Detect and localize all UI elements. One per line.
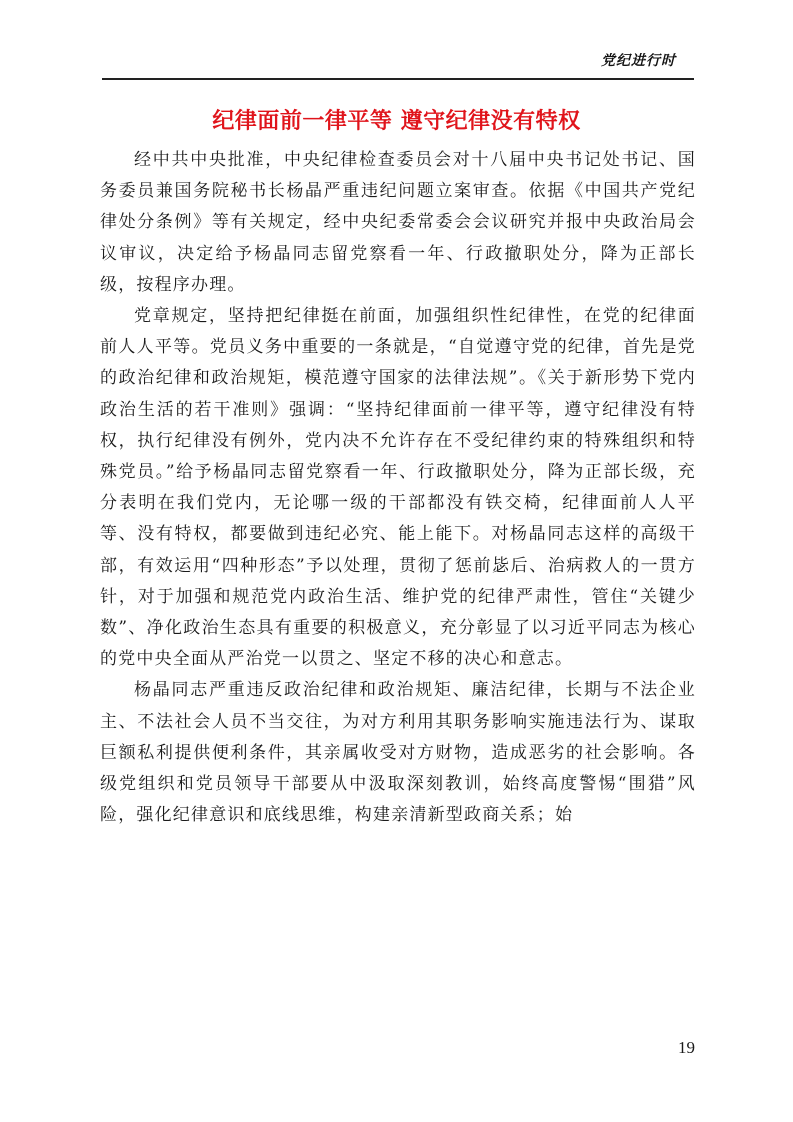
- article-body: [100, 145, 696, 831]
- paragraph: 党章规定，坚持把纪律挺在前面，加强组织性纪律性，在党的纪律面前人人平等。党员义务中重要的一条就是，“自觉遵守党的纪律，首先是党的政治纪律和政治规矩，模范遵守国家的法律法规”。《关于新形势下党内政治生活的若干准则》强调：“坚持纪律面前一律平等，遵守纪律没有特权，执行纪律没有例外，党内决不允许存在不受纪律约束的特殊组织和特殊党员。”给予杨晶同志留党察看一年、行政撤职处分，降为正部长级，充分表明在我们党内，无论哪一级的干部都没有铁交椅，纪律面前人人平等、没有特权，都要做到违纪必究、能上能下。对杨晶同志这样的高级干部，有效运用“四种形态”予以处理，贯彻了惩前毖后、治病救人的一贯方针，对于加强和规范党内政治生活、维护党的纪律严肃性，管住“关键少数”、净化政治生态具有重要的积极意义，充分彰显了以习近平同志为核心的党中央全面从严治党一以贯之、坚定不移的决心和意志。: [100, 306, 696, 670]
- running-header: [102, 38, 694, 80]
- page-number: 19: [678, 1038, 695, 1057]
- article-title: 纪律面前一律平等 遵守纪律没有特权: [212, 109, 581, 134]
- paragraph: 经中共中央批准，中央纪律检查委员会对十八届中央书记处书记、国务委员兼国务院秘书长杨晶严重违纪问题立案审查。依据《中国共产党纪律处分条例》等有关规定，经中央纪委常委会会议研究并报中央政治局会议审议，决定给予杨晶同志留党察看一年、行政撤职处分，降为正部长级，按程序办理。: [100, 150, 696, 295]
- paragraph: 杨晶同志严重违反政治纪律和政治规矩、廉洁纪律，长期与不法企业主、不法社会人员不当交往，为对方利用其职务影响实施违法行为、谋取巨额私利提供便利条件，其亲属收受对方财物，造成恶劣的社会影响。各级党组织和党员领导干部要从中汲取深刻教训，始终高度警惕“围猎”风险，强化纪律意识和底线思维，构建亲清新型政商关系；始: [100, 680, 696, 826]
- section-label: 党纪进行时: [601, 53, 676, 69]
